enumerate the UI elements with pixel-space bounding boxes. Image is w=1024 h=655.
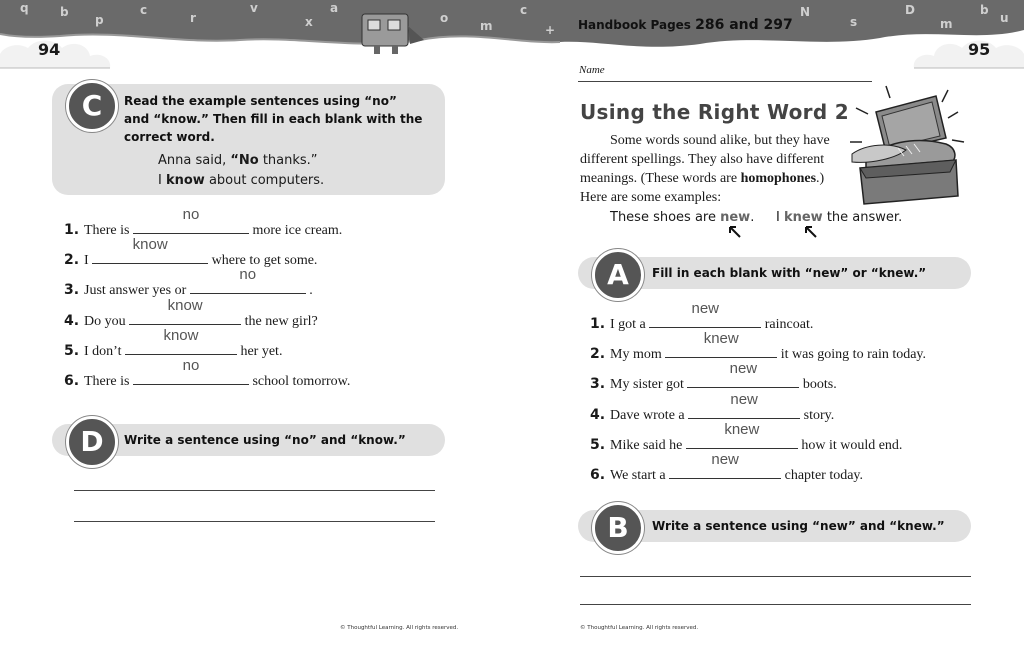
section-c-instructions: Read the example sentences using “no” and “know.” Then fill in each blank with the correct word. bbox=[124, 94, 423, 144]
item-text-after: her yet. bbox=[236, 343, 283, 359]
handbook-page-range: 286 and 297 bbox=[695, 17, 793, 33]
section-a-instructions: Fill in each blank with “new” or “knew.” bbox=[652, 266, 927, 280]
item-number: 4. bbox=[64, 312, 80, 329]
answer-line-b1[interactable] bbox=[580, 576, 971, 577]
example-sentence-know: I know about computers. bbox=[158, 173, 325, 188]
header-banner bbox=[0, 0, 1024, 80]
item-text-after: more ice cream. bbox=[248, 223, 343, 238]
answer-blank[interactable] bbox=[687, 360, 799, 388]
handwritten-answer: no bbox=[239, 266, 257, 284]
svg-text:N: N bbox=[800, 5, 811, 19]
answer-blank[interactable] bbox=[129, 296, 241, 325]
svg-text:p: p bbox=[95, 13, 104, 27]
answer-blank[interactable] bbox=[665, 330, 777, 358]
example-sentence-no: Anna said, “No thanks.” bbox=[158, 153, 318, 168]
item-number: 5. bbox=[590, 436, 606, 453]
handwritten-answer: new bbox=[711, 451, 739, 468]
answer-blank[interactable] bbox=[92, 236, 208, 264]
handwritten-answer: knew bbox=[703, 330, 739, 348]
shoebox-illustration bbox=[846, 82, 976, 210]
handwritten-answer: know bbox=[167, 296, 203, 314]
svg-text:u: u bbox=[1000, 11, 1009, 25]
svg-text:+: + bbox=[545, 23, 556, 37]
svg-text:v: v bbox=[250, 1, 258, 15]
name-label: Name bbox=[579, 64, 605, 76]
handwritten-answer: no bbox=[182, 357, 200, 374]
svg-text:a: a bbox=[330, 1, 339, 15]
handwritten-answer: knew bbox=[724, 420, 760, 438]
svg-text:c: c bbox=[520, 3, 528, 17]
right-page-number: 95 bbox=[968, 40, 991, 59]
item-text-before: My sister got bbox=[610, 377, 688, 393]
section-a-badge: A bbox=[592, 249, 644, 301]
handwritten-answer: new bbox=[730, 390, 758, 408]
intro-paragraph: Some words sound alike, but they have different spellings. They also have different meanings. (These words are homophones.) Here are some examples: bbox=[580, 133, 830, 205]
section-b-badge: B bbox=[592, 502, 644, 554]
name-line[interactable] bbox=[578, 81, 872, 82]
item-text-after: where to get some. bbox=[208, 253, 318, 269]
exercise-item bbox=[590, 451, 864, 484]
item-number: 1. bbox=[590, 316, 606, 332]
answer-blank[interactable] bbox=[133, 206, 249, 234]
example-sentence-new: These shoes are new. bbox=[610, 210, 755, 225]
left-footer: © Thoughtful Learning. All rights reserved. bbox=[340, 625, 459, 631]
svg-text:D: D bbox=[905, 3, 915, 17]
arrow-up-left-icon bbox=[728, 225, 742, 239]
section-b-instructions: Write a sentence using “new” and “knew.” bbox=[652, 519, 945, 533]
item-text-after: how it would end. bbox=[797, 437, 903, 453]
svg-text:s: s bbox=[850, 15, 858, 29]
handwritten-answer: no bbox=[182, 206, 200, 223]
answer-line-d1[interactable] bbox=[74, 490, 435, 491]
item-number: 2. bbox=[590, 346, 606, 363]
item-number: 3. bbox=[64, 282, 80, 299]
item-text-before: There is bbox=[84, 223, 133, 238]
answer-blank[interactable] bbox=[133, 357, 249, 385]
example-sentence-knew: I knew the answer. bbox=[776, 210, 903, 225]
item-text-after: story. bbox=[800, 407, 835, 423]
svg-text:b: b bbox=[980, 3, 989, 17]
item-text-before: I got a bbox=[610, 317, 650, 332]
answer-line-d2[interactable] bbox=[74, 521, 435, 522]
answer-blank[interactable] bbox=[686, 420, 798, 449]
item-text-after: boots. bbox=[799, 377, 837, 393]
section-c-badge: C bbox=[66, 80, 118, 132]
item-text-before: Dave wrote a bbox=[610, 407, 689, 423]
item-number: 5. bbox=[64, 342, 80, 359]
item-text-before: Just answer yes or bbox=[84, 283, 190, 299]
answer-blank[interactable] bbox=[125, 326, 237, 355]
item-text-after: the new girl? bbox=[241, 313, 318, 329]
item-text-before: My mom bbox=[610, 347, 666, 363]
svg-text:r: r bbox=[190, 11, 196, 25]
svg-text:m: m bbox=[480, 19, 493, 33]
item-number: 1. bbox=[64, 222, 80, 238]
item-number: 6. bbox=[64, 373, 80, 389]
svg-text:b: b bbox=[60, 5, 69, 19]
item-text-after: chapter today. bbox=[781, 468, 864, 483]
item-text-after: it was going to rain today. bbox=[777, 347, 927, 363]
exercise-item bbox=[64, 357, 351, 390]
item-text-after: raincoat. bbox=[761, 317, 814, 332]
item-text-after: . bbox=[305, 283, 313, 299]
svg-text:o: o bbox=[440, 11, 449, 25]
arrow-up-left-icon bbox=[804, 225, 818, 239]
item-number: 6. bbox=[590, 467, 606, 483]
answer-blank[interactable] bbox=[649, 300, 761, 328]
section-d-badge: D bbox=[66, 416, 118, 468]
handwritten-answer: new bbox=[691, 300, 720, 317]
right-footer: © Thoughtful Learning. All rights reserved. bbox=[580, 625, 699, 631]
item-text-before: I bbox=[84, 253, 93, 269]
answer-blank[interactable] bbox=[669, 451, 781, 479]
svg-text:q: q bbox=[20, 1, 29, 15]
item-number: 4. bbox=[590, 406, 606, 423]
item-text-after: school tomorrow. bbox=[248, 374, 351, 389]
item-text-before: Mike said he bbox=[610, 437, 686, 453]
item-text-before: We start a bbox=[610, 468, 670, 483]
item-number: 2. bbox=[64, 252, 80, 269]
svg-text:c: c bbox=[140, 3, 148, 17]
handbook-pages-label bbox=[578, 17, 793, 33]
handwritten-answer: know bbox=[132, 236, 168, 254]
svg-text:m: m bbox=[940, 17, 953, 31]
left-page-number: 94 bbox=[38, 40, 61, 59]
section-d-instructions: Write a sentence using “no” and “know.” bbox=[124, 433, 406, 447]
svg-text:x: x bbox=[305, 15, 313, 29]
answer-line-b2[interactable] bbox=[580, 604, 971, 605]
page-title: Using the Right Word 2 bbox=[580, 100, 849, 124]
answer-blank[interactable] bbox=[688, 390, 800, 419]
answer-blank[interactable] bbox=[190, 266, 306, 294]
item-text-before: I don’t bbox=[84, 343, 125, 359]
handbook-prefix: Handbook Pages bbox=[578, 18, 691, 32]
item-number: 3. bbox=[590, 376, 606, 393]
handwritten-answer: know bbox=[163, 326, 199, 344]
handwritten-answer: new bbox=[729, 360, 758, 378]
item-text-before: There is bbox=[84, 374, 133, 389]
item-text-before: Do you bbox=[84, 313, 130, 329]
